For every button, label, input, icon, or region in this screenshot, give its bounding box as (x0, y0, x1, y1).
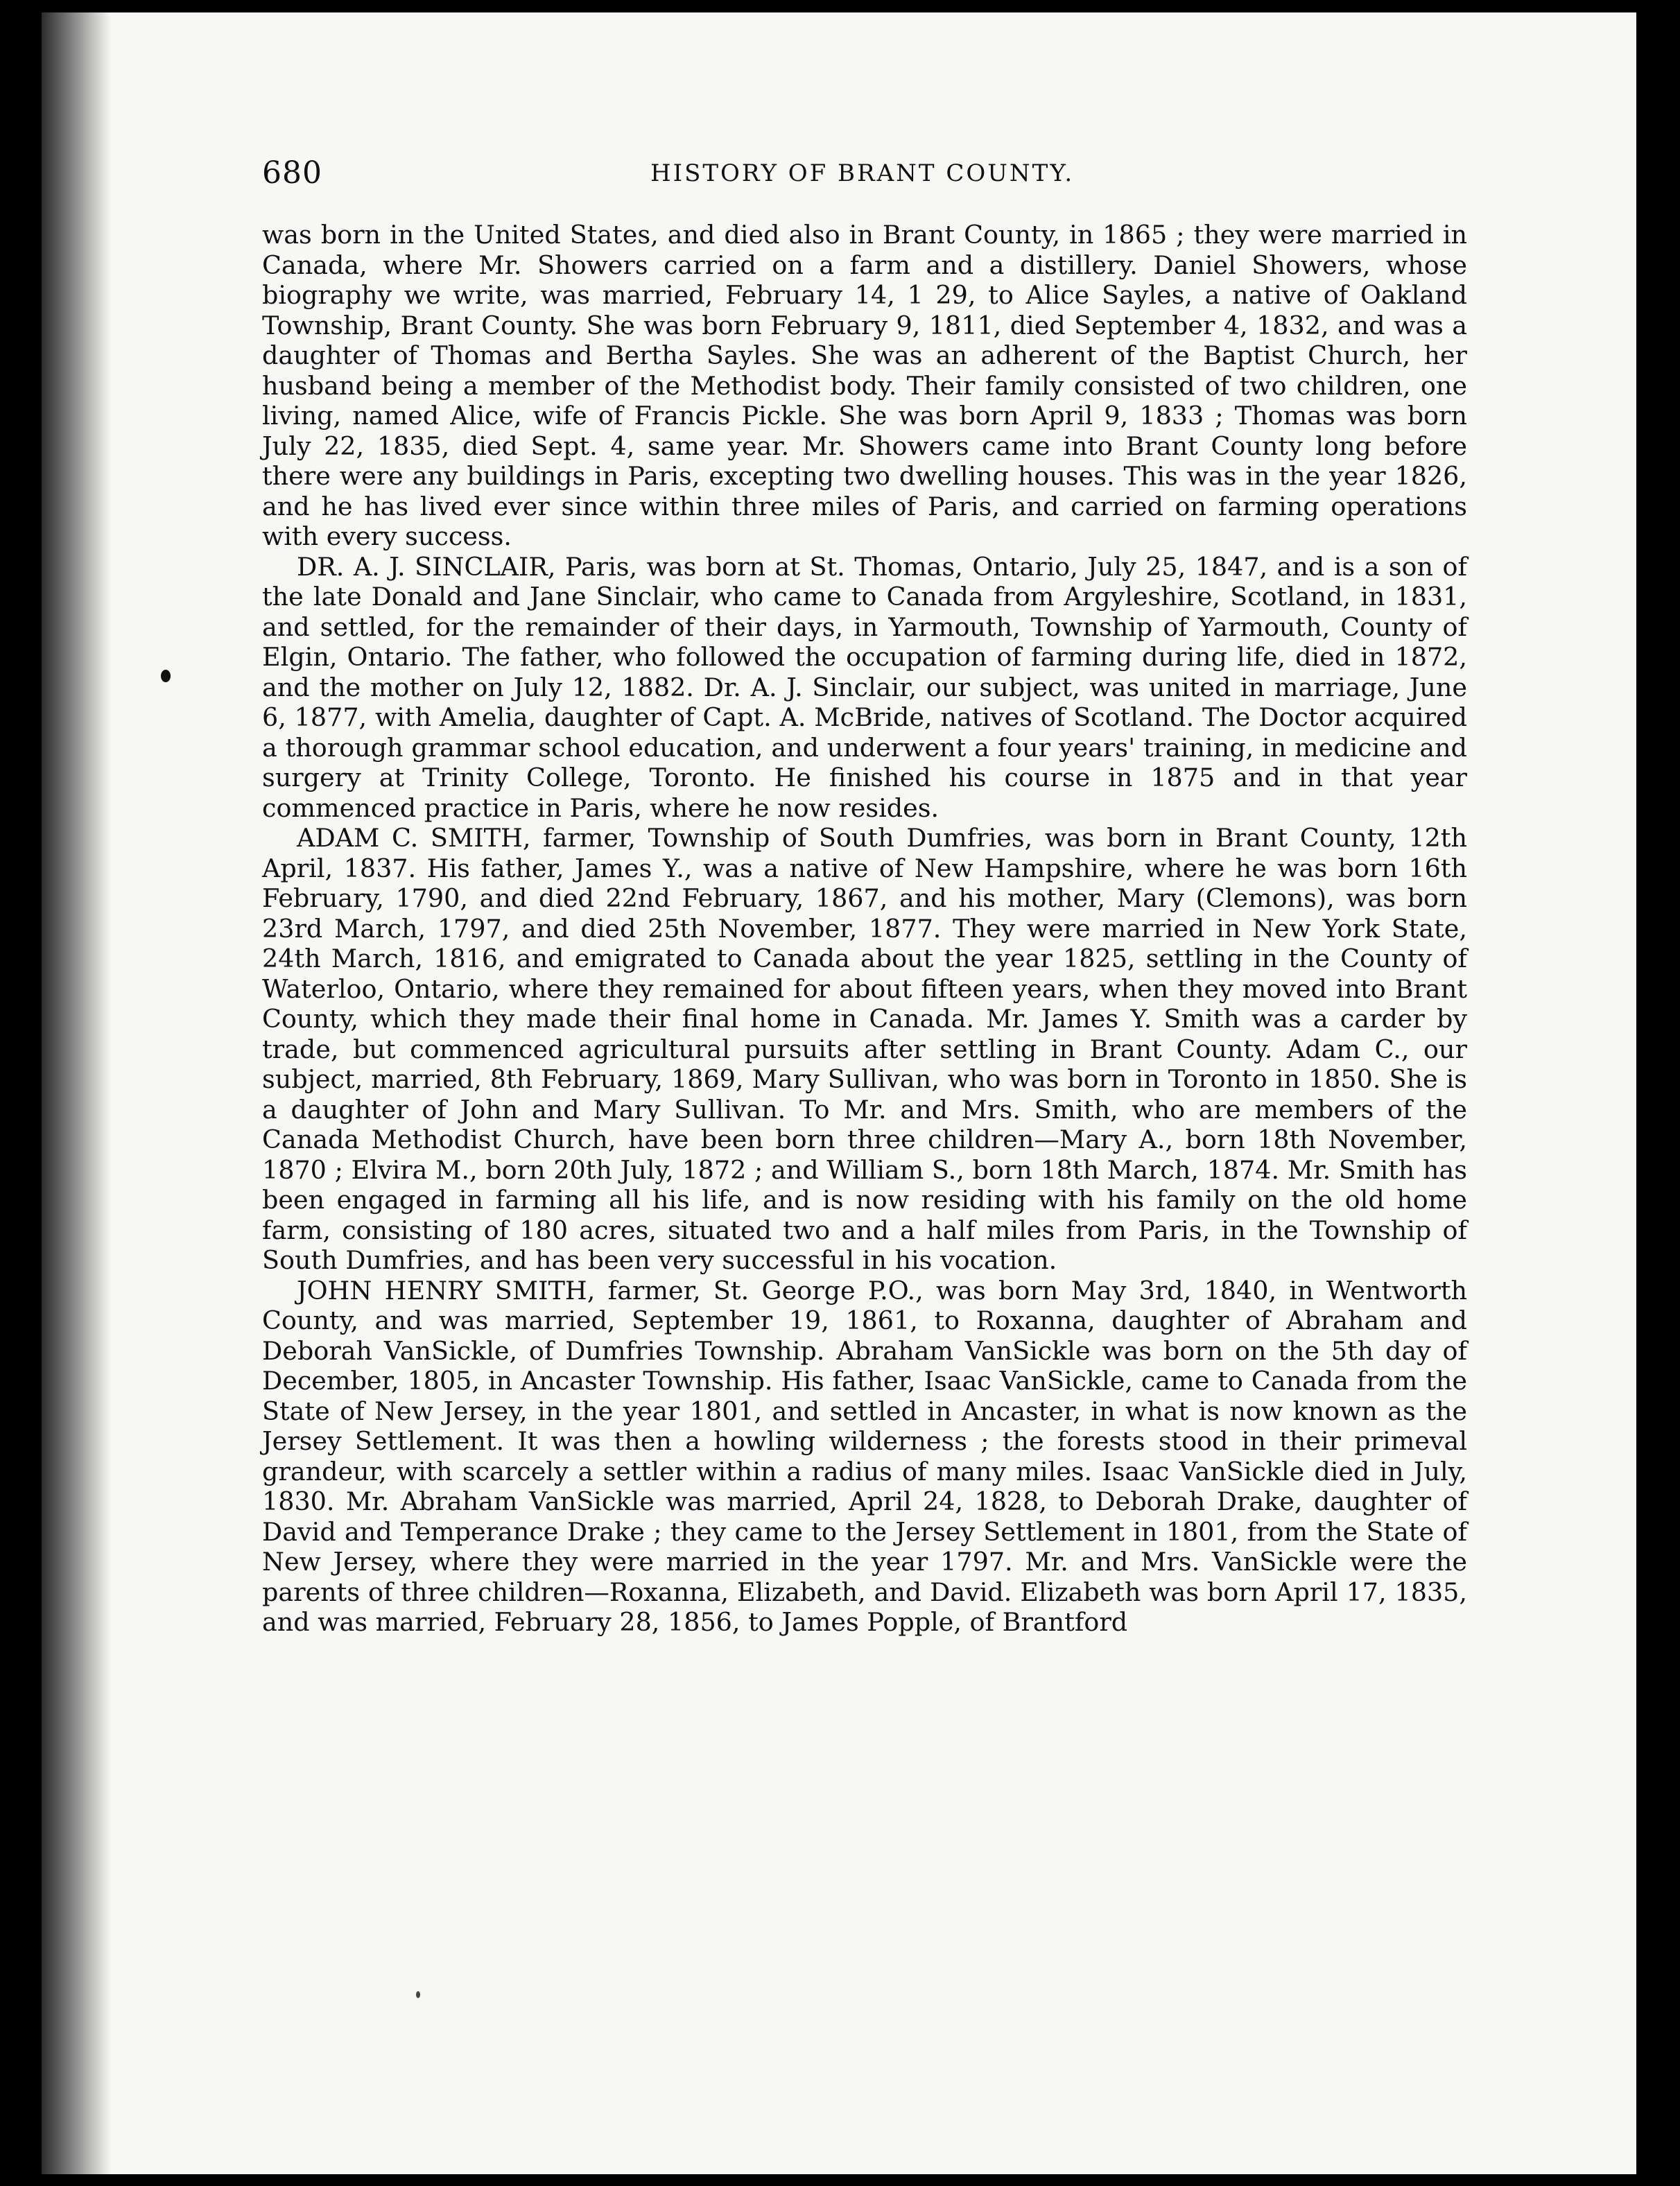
running-title: HISTORY OF BRANT COUNTY. (650, 159, 1075, 187)
paragraph-showers-continued: was born in the United States, and died also in Brant County, in 1865 ; they were married in Canada, where Mr. Showers carried on a farm and a distillery. Daniel Showers, whose biography we write, was married, February 14, 1 29, to Alice Sayles, a native of Oakland Township, Brant County. She was born February 9, 1811, died September 4, 1832, and was a daughter of Thomas and Bertha Sayles. She was an adherent of the Baptist Church, her husband being a member of the Methodist body. Their family consisted of two children, one living, named Alice, wife of Francis Pickle. She was born April 9, 1833 ; Thomas was born July 22, 1835, died Sept. 4, same year. Mr. Showers came into Brant County long before there were any buildings in Paris, excepting two dwelling houses. This was in the year 1826, and he has lived ever since within three miles of Paris, and carried on farming operations with every success. (262, 220, 1467, 551)
paragraph-adam-smith: ADAM C. SMITH, farmer, Township of South Dumfries, was born in Brant County, 12th April, 1837. His father, James Y., was a native of New Hampshire, where he was born 16th February, 1790, and died 22nd February, 1867, and his mother, Mary (Clemons), was born 23rd March, 1797, and died 25th November, 1877. They were married in New York State, 24th March, 1816, and emigrated to Canada about the year 1825, settling in the County of Waterloo, Ontario, where they remained for about fifteen years, when they moved into Brant County, which they made their final home in Canada. Mr. James Y. Smith was a carder by trade, but commenced agricultural pursuits after settling in Brant County. Adam C., our subject, married, 8th February, 1869, Mary Sullivan, who was born in Toronto in 1850. She is a daughter of John and Mary Sullivan. To Mr. and Mrs. Smith, who are members of the Canada Methodist Church, have been born three children—Mary A., born 18th November, 1870 ; Elvira M., born 20th July, 1872 ; and William S., born 18th March, 1874. Mr. Smith has been engaged in farming all his life, and is now residing with his family on the old home farm, consisting of 180 acres, situated two and a half miles from Paris, in the Township of South Dumfries, and has been very successful in his vocation. (262, 823, 1467, 1275)
page-number: 680 (262, 155, 322, 191)
body-text (262, 220, 1467, 1638)
margin-ink-mark (161, 670, 171, 682)
paragraph-john-henry-smith: JOHN HENRY SMITH, farmer, St. George P.O., was born May 3rd, 1840, in Wentworth County, and was married, September 19, 1861, to Roxanna, daughter of Abraham and Deborah VanSickle, of Dumfries Township. Abraham VanSickle was born on the 5th day of December, 1805, in Ancaster Township. His father, Isaac VanSickle, came to Canada from the State of New Jersey, in the year 1801, and settled in Ancaster, in what is now known as the Jersey Settlement. It was then a howling wilderness ; the forests stood in their primeval grandeur, with scarcely a settler within a radius of many miles. Isaac VanSickle died in July, 1830. Mr. Abraham VanSickle was married, April 24, 1828, to Deborah Drake, daughter of David and Temperance Drake ; they came to the Jersey Settlement in 1801, from the State of New Jersey, where they were married in the year 1797. Mr. and Mrs. VanSickle were the parents of three children—Roxanna, Elizabeth, and David. Elizabeth was born April 17, 1835, and was married, February 28, 1856, to James Popple, of Brantford (262, 1275, 1467, 1637)
paragraph-sinclair: DR. A. J. SINCLAIR, Paris, was born at St. Thomas, Ontario, July 25, 1847, and is a son of the late Donald and Jane Sinclair, who came to Canada from Argyleshire, Scotland, in 1831, and settled, for the remainder of their days, in Yarmouth, Township of Yarmouth, County of Elgin, Ontario. The father, who followed the occupation of farming during life, died in 1872, and the mother on July 12, 1882. Dr. A. J. Sinclair, our subject, was united in marriage, June 6, 1877, with Amelia, daughter of Capt. A. McBride, natives of Scotland. The Doctor acquired a thorough grammar school education, and underwent a four years' training, in medicine and surgery at Trinity College, Toronto. He finished his course in 1875 and in that year commenced practice in Paris, where he now resides. (262, 551, 1467, 823)
page-header (262, 155, 1413, 190)
ink-speck (416, 1991, 420, 1998)
page-spine-shadow (42, 12, 111, 2174)
